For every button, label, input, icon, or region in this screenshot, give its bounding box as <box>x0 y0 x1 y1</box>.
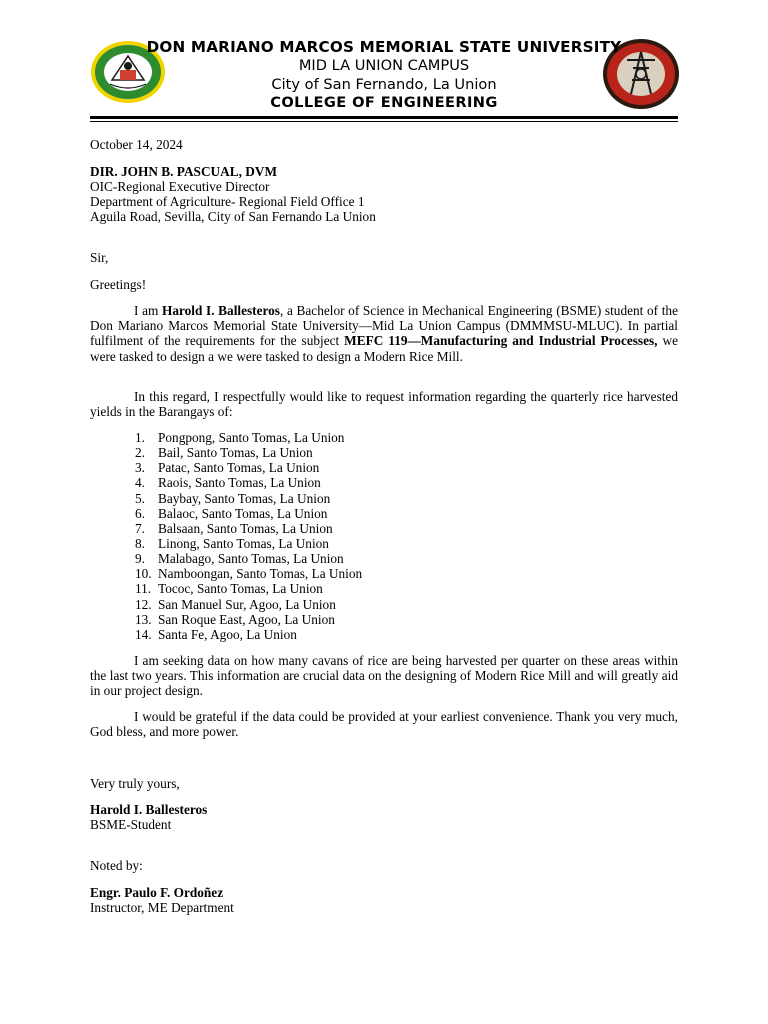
list-item <box>90 430 490 445</box>
list-item-name: San Roque East, Agoo, La Union <box>158 611 335 627</box>
list-item <box>90 551 490 566</box>
list-item-number: 8. <box>135 535 145 551</box>
list-item-number: 13. <box>135 611 152 627</box>
list-item-name: Balsaan, Santo Tomas, La Union <box>158 520 333 536</box>
greeting: Greetings! <box>90 277 147 292</box>
list-item-name: Malabago, Santo Tomas, La Union <box>158 551 344 567</box>
letter-date: October 14, 2024 <box>90 137 183 152</box>
recipient-office: Department of Agriculture- Regional Field Office 1 <box>90 194 365 209</box>
list-item <box>90 597 490 612</box>
paragraph-request: In this regard, I respectfully would like to request information regarding the quarterly rice harvested yields in the Barangays of: <box>90 389 678 420</box>
list-item-name: San Manuel Sur, Agoo, La Union <box>158 596 336 612</box>
sender-name: Harold I. Ballesteros <box>90 802 208 817</box>
list-item-name: Baybay, Santo Tomas, La Union <box>158 490 331 506</box>
paragraph-introduction: I am Harold I. Ballesteros, a Bachelor of Science in Mechanical Engineering (BSME) student of the Don Mariano Marcos Memorial State University—Mid La Union Campus (DMMMSU-MLUC). In partial fulfilment of the requirements for the subject MEFC 119—Manufacturing and Industrial Processes, we were tasked to design a we were tasked to design a Modern Rice Mill. <box>90 303 678 364</box>
noter-title: Instructor, ME Department <box>90 900 234 915</box>
subject-name: MEFC 119—Manufacturing and Industrial Processes, <box>344 333 658 349</box>
list-item-name: Pongpong, Santo Tomas, La Union <box>158 430 345 445</box>
student-name: Harold I. Ballesteros <box>161 303 280 318</box>
list-item-name: Raois, Santo Tomas, La Union <box>158 475 321 491</box>
header-rule-thick <box>90 116 678 119</box>
list-item-number: 12. <box>135 596 152 612</box>
list-item-name: Linong, Santo Tomas, La Union <box>158 535 329 551</box>
noted-by-label: Noted by: <box>90 858 143 873</box>
recipient-address: Aguila Road, Sevilla, City of San Fernando La Union <box>90 209 376 224</box>
list-item-number: 10. <box>135 566 152 582</box>
list-item-number: 6. <box>135 505 145 521</box>
list-item-number: 9. <box>135 551 145 567</box>
list-item <box>90 581 490 596</box>
list-item-name: Bail, Santo Tomas, La Union <box>158 445 313 461</box>
recipient-name: DIR. JOHN B. PASCUAL, DVM <box>90 164 278 179</box>
complimentary-close: Very truly yours, <box>90 776 180 791</box>
list-item-name: Namboongan, Santo Tomas, La Union <box>158 566 363 582</box>
list-item <box>90 506 490 521</box>
list-item-name: Santa Fe, Agoo, La Union <box>158 626 297 642</box>
list-item <box>90 491 490 506</box>
list-item-number: 7. <box>135 520 145 536</box>
paragraph-closing-request: I would be grateful if the data could be provided at your earliest convenience. Thank you very much, God bless, and more power. <box>90 709 678 740</box>
list-item <box>90 536 490 551</box>
list-item-number: 1. <box>135 430 145 445</box>
city-name: City of San Fernando, La Union <box>271 76 497 93</box>
list-item-number: 11. <box>135 581 152 597</box>
barangay-list <box>90 430 490 642</box>
sender-title: BSME-Student <box>90 817 172 832</box>
noter-name: Engr. Paulo F. Ordoñez <box>90 885 224 900</box>
list-item-number: 3. <box>135 460 145 476</box>
list-item <box>90 445 490 460</box>
header-rule-thin <box>90 121 678 122</box>
list-item-name: Balaoc, Santo Tomas, La Union <box>158 505 328 521</box>
list-item-name: Tococ, Santo Tomas, La Union <box>158 581 323 597</box>
list-item <box>90 612 490 627</box>
list-item <box>90 521 490 536</box>
list-item-name: Patac, Santo Tomas, La Union <box>158 460 320 476</box>
college-name: COLLEGE OF ENGINEERING <box>270 94 498 111</box>
list-item-number: 2. <box>135 445 145 461</box>
list-item-number: 5. <box>135 490 145 506</box>
salutation: Sir, <box>90 250 109 265</box>
campus-name: MID LA UNION CAMPUS <box>298 57 470 74</box>
list-item-number: 14. <box>135 626 152 642</box>
letterhead <box>90 36 678 124</box>
list-item <box>90 627 490 642</box>
list-item <box>90 460 490 475</box>
list-item <box>90 475 490 490</box>
university-name: DON MARIANO MARCOS MEMORIAL STATE UNIVERSITY <box>146 38 622 56</box>
list-item-number: 4. <box>135 475 145 491</box>
paragraph-data-need: I am seeking data on how many cavans of rice are being harvested per quarter on these areas within the last two years. This information are crucial data on the designing of Modern Rice Mill and will greatly aid in our project design. <box>90 653 678 699</box>
list-item <box>90 566 490 581</box>
recipient-position: OIC-Regional Executive Director <box>90 179 270 194</box>
